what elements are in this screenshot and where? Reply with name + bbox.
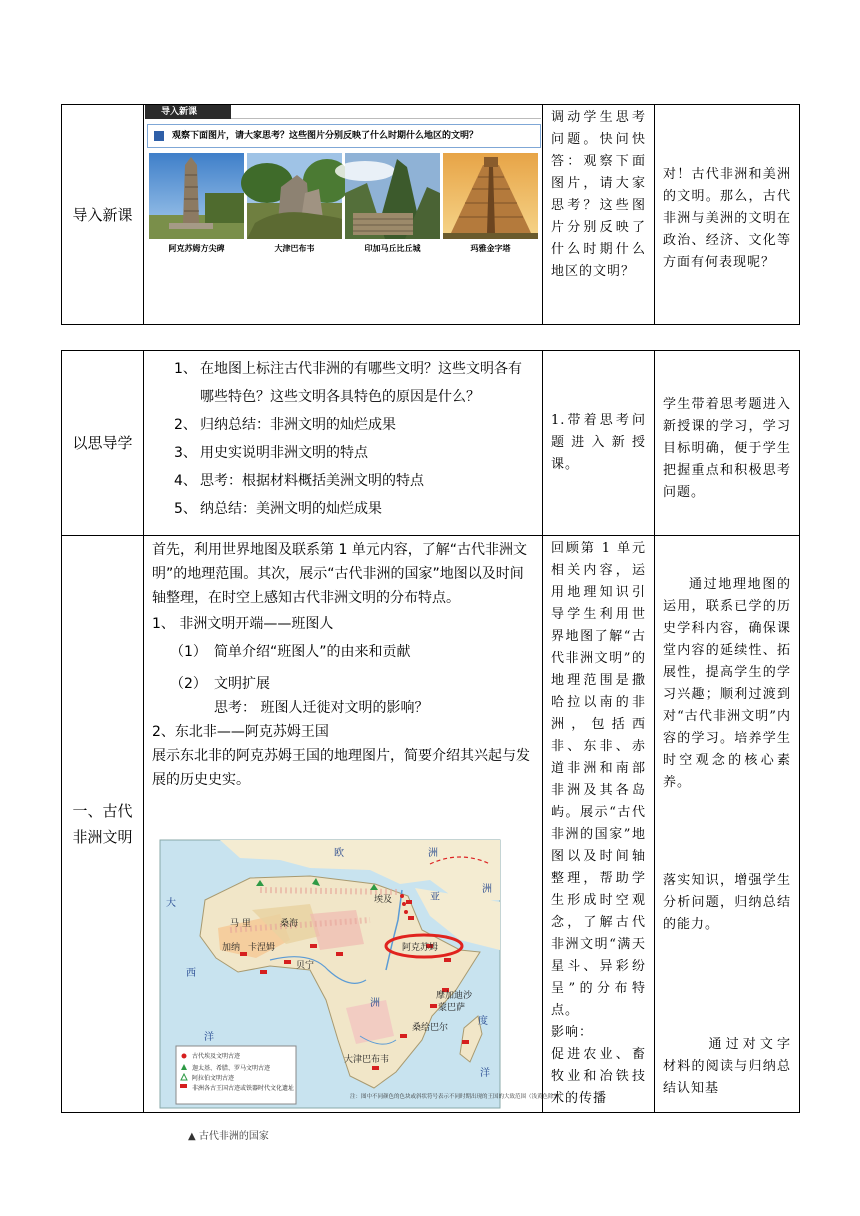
- stage-label: [62, 105, 144, 325]
- list-text: 归纳总结：非洲文明的灿烂成果: [200, 417, 396, 433]
- map-label: 洲: [428, 848, 438, 859]
- map-label: 洋: [480, 1068, 490, 1079]
- design-intent-text: 学生带着思考题进入新授课的学习，学习目标明确，便于学生把握重点和积极思考问题。: [663, 397, 791, 500]
- stage-label-text: 导入新课: [72, 205, 133, 224]
- map-note: 注：图中不同颜色的色块或斜状符号表示不同时期出现的王国的大致范围（浅黄色除外）: [350, 1094, 565, 1100]
- intro-slide: [145, 105, 541, 255]
- student-activity-text: 回顾第 1 单元相关内容，运用地理知识引导学生利用世界地图了解“古代非洲文明”的地理范围是撒哈拉以南的非洲，包括西非、东非、赤道非洲和南部非洲及其各岛屿。展示“古代非洲的国家”地图以及时间轴整理，帮助学生形成时空观念，了解古代非洲文明“满天星斗、异彩纷呈”的分布特点。: [551, 541, 646, 1018]
- stage-label-text: 以思导学: [72, 434, 133, 452]
- map-label: 摩加迪沙: [436, 991, 473, 1001]
- section-paragraph: 展示东北非的阿克苏姆王国的地理图片，简要介绍其兴起与发展的历史史实。: [152, 748, 530, 788]
- impact-text: 促进农业、畜牧业和冶铁技术的传播: [551, 1047, 646, 1106]
- list-text: 用史实说明非洲文明的特点: [200, 445, 368, 461]
- list-item: [174, 467, 532, 495]
- design-intent-cell: [655, 536, 800, 1113]
- map-label: 大: [166, 898, 176, 909]
- list-number: 5、: [174, 501, 197, 517]
- design-intent-cell: [655, 351, 800, 536]
- map-label: 蒙巴萨: [438, 1003, 466, 1013]
- stage-label-line1: 一、古代: [72, 802, 133, 820]
- impact-label: 影响：: [551, 1025, 594, 1040]
- design-intent-text: 落实知识，增强学生分析问题，归纳总结的能力。: [663, 873, 791, 932]
- design-intent-text: 通过对文字材料的阅读与归纳总结认知基: [663, 1037, 791, 1096]
- list-item: [174, 495, 532, 523]
- photo-caption: 印加马丘比丘城: [364, 244, 421, 253]
- sub-item: [170, 640, 534, 664]
- intro-paragraph: 首先，利用世界地图及联系第 1 单元内容，了解“古代非洲文明”的地理范围。其次，展示“古代非洲的国家”地图以及时间轴整理，在时空上感知古代非洲文明的分布特点。: [152, 542, 528, 606]
- map-label: 阿克苏姆: [402, 943, 439, 953]
- stage-label-line2: 非洲文明: [72, 828, 133, 846]
- legend-label: 迦太基、希腊、罗马文明古迹: [192, 1065, 271, 1072]
- pyramid-photo: [443, 153, 538, 239]
- map-caption: ▲ 古代非洲的国家: [188, 1131, 269, 1142]
- slide-tag: 导入新课: [145, 105, 231, 119]
- sub-item-number: （1）: [170, 644, 207, 660]
- guide-questions-cell: [144, 351, 543, 536]
- map-label: 大津巴布韦: [344, 1055, 390, 1065]
- sub-item-text: 文明扩展: [214, 676, 270, 692]
- stage-label: [62, 536, 144, 1113]
- map-label: 卡涅姆: [248, 943, 276, 953]
- slide-divider: [231, 118, 541, 119]
- list-number: 1、: [174, 361, 197, 377]
- square-bullet-icon: [154, 131, 164, 141]
- guide-question-list: [144, 351, 542, 523]
- legend-label: 古代埃及文明古迹: [192, 1053, 241, 1060]
- list-number: 4、: [174, 473, 197, 489]
- photo-caption: 大津巴布韦: [274, 244, 315, 253]
- map-label: 贝宁: [296, 961, 315, 971]
- student-activity-cell: [543, 536, 655, 1113]
- map-label: 洋: [204, 1032, 214, 1043]
- list-text: 思考：根据材料概括美洲文明的特点: [200, 473, 424, 489]
- stage-label: [62, 351, 144, 536]
- student-activity-text: 1.带着思考问题进入新授课。: [551, 413, 646, 472]
- slide-question: 观察下面图片，请大家思考？这些图片分别反映了什么时期什么地区的文明？: [172, 131, 479, 141]
- map-label: 埃及: [374, 895, 393, 905]
- sub-item-number: （2）: [170, 676, 207, 692]
- map-label: 洲: [482, 884, 492, 895]
- list-number: 3、: [174, 445, 197, 461]
- map-label: 欧: [334, 848, 344, 859]
- sub-item-text: 简单介绍“班图人”的由来和贡献: [214, 644, 411, 660]
- list-item: [174, 355, 532, 411]
- section-heading: 2、东北非——阿克苏姆王国: [152, 724, 329, 740]
- design-intent-text: 通过地理地图的运用，联系已学的历史学科内容，确保课堂内容的延续性、拓展性，提高学生的学习兴趣；顺利过渡到对“古代非洲文明”内容的学习。培养学生时空观念的核心素养。: [663, 577, 791, 790]
- map-label: 加纳: [222, 943, 241, 953]
- section-heading: 1、 非洲文明开端——班图人: [152, 616, 334, 632]
- student-activity-cell: [543, 105, 655, 325]
- map-label: 亚: [430, 892, 440, 903]
- think-question: 思考： 班图人迁徙对文明的影响？: [214, 700, 429, 716]
- sub-item: [170, 672, 534, 696]
- list-text: 在地图上标注古代非洲的有哪些文明？这些文明各有哪些特色？这些文明各具特色的原因是什么？: [200, 361, 522, 405]
- design-intent-text: 对！古代非洲和美洲的文明。那么，古代非洲与美洲的文明在政治、经济、文化等方面有何表现呢？: [663, 166, 791, 270]
- map-label: 洲: [370, 998, 380, 1009]
- africa-kingdoms-map: [160, 840, 565, 1108]
- map-label: 西: [186, 968, 196, 979]
- mountain-city-photo: [345, 153, 440, 239]
- map-label: 马 里: [230, 919, 251, 929]
- legend-label: 非洲各古王国古迹或铁器时代文化遗址: [192, 1085, 295, 1092]
- obelisk-photo: [149, 153, 244, 239]
- student-activity-cell: [543, 351, 655, 536]
- photo-caption: 玛雅金字塔: [470, 244, 511, 253]
- slide-question-box: [147, 124, 541, 148]
- slide-cell: [144, 105, 543, 325]
- list-number: 2、: [174, 417, 197, 433]
- legend-label: 阿拉伯文明古迹: [192, 1075, 235, 1082]
- list-item: [174, 439, 532, 467]
- lesson-table-intro: [61, 104, 800, 325]
- design-intent-cell: [655, 105, 800, 325]
- student-activity-text: 调动学生思考问题。快问快答：观察下面图片，请大家思考？这些图片分别反映了什么时期什么地区的文明？: [551, 110, 646, 279]
- list-text: 纳总结：美洲文明的灿烂成果: [200, 501, 382, 517]
- map-label: 桑给巴尔: [412, 1023, 449, 1033]
- stone-ruins-photo: [247, 153, 342, 239]
- map-label: 度: [478, 1016, 488, 1027]
- list-item: [174, 411, 532, 439]
- map-label: 桑海: [280, 919, 299, 929]
- photo-caption: 阿克苏姆方尖碑: [168, 244, 225, 253]
